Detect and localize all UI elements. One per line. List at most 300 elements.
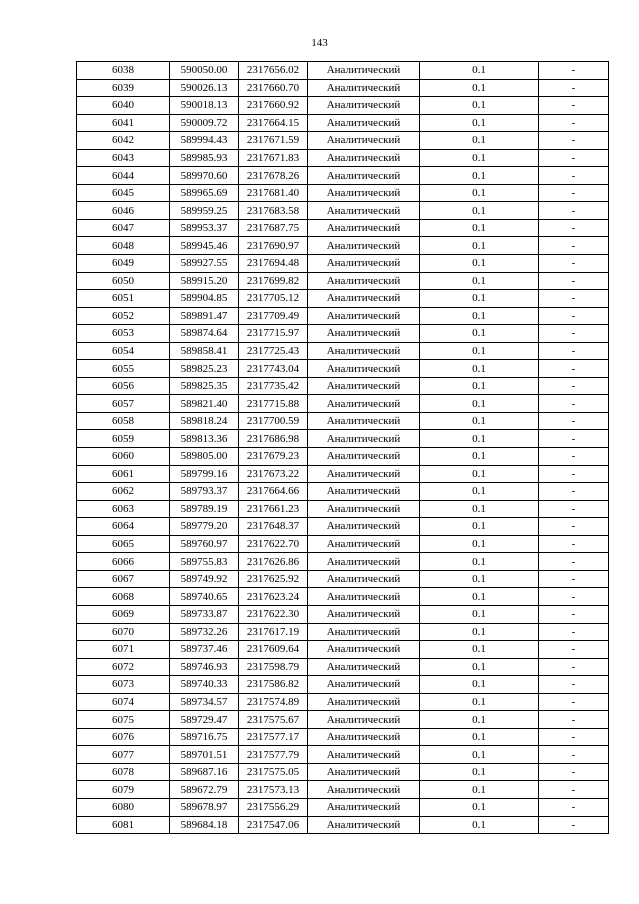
method-cell: Аналитический — [308, 184, 420, 202]
method-cell: Аналитический — [308, 553, 420, 571]
note-cell: - — [539, 641, 609, 659]
table-row — [77, 676, 609, 694]
y-coordinate-cell: 2317626.86 — [239, 553, 308, 571]
x-coordinate-cell: 589793.37 — [170, 483, 239, 501]
method-cell: Аналитический — [308, 570, 420, 588]
point-number-cell: 6077 — [77, 746, 170, 764]
note-cell: - — [539, 798, 609, 816]
y-coordinate-cell: 2317660.92 — [239, 97, 308, 115]
x-coordinate-cell: 589732.26 — [170, 623, 239, 641]
x-coordinate-cell: 589953.37 — [170, 219, 239, 237]
accuracy-cell: 0.1 — [420, 605, 539, 623]
point-number-cell: 6078 — [77, 763, 170, 781]
x-coordinate-cell: 589858.41 — [170, 342, 239, 360]
x-coordinate-cell: 589701.51 — [170, 746, 239, 764]
point-number-cell: 6048 — [77, 237, 170, 255]
accuracy-cell: 0.1 — [420, 149, 539, 167]
accuracy-cell: 0.1 — [420, 728, 539, 746]
note-cell: - — [539, 781, 609, 799]
point-number-cell: 6073 — [77, 676, 170, 694]
table-row — [77, 535, 609, 553]
accuracy-cell: 0.1 — [420, 798, 539, 816]
y-coordinate-cell: 2317586.82 — [239, 676, 308, 694]
point-number-cell: 6063 — [77, 500, 170, 518]
accuracy-cell: 0.1 — [420, 746, 539, 764]
accuracy-cell: 0.1 — [420, 219, 539, 237]
x-coordinate-cell: 589733.87 — [170, 605, 239, 623]
table-row — [77, 360, 609, 378]
accuracy-cell: 0.1 — [420, 465, 539, 483]
table-row — [77, 325, 609, 343]
accuracy-cell: 0.1 — [420, 377, 539, 395]
x-coordinate-cell: 589729.47 — [170, 711, 239, 729]
table-row — [77, 605, 609, 623]
note-cell: - — [539, 167, 609, 185]
note-cell: - — [539, 307, 609, 325]
x-coordinate-cell: 589994.43 — [170, 132, 239, 150]
note-cell: - — [539, 272, 609, 290]
point-number-cell: 6059 — [77, 430, 170, 448]
y-coordinate-cell: 2317623.24 — [239, 588, 308, 606]
table-row — [77, 711, 609, 729]
point-number-cell: 6064 — [77, 518, 170, 536]
accuracy-cell: 0.1 — [420, 483, 539, 501]
method-cell: Аналитический — [308, 325, 420, 343]
table-row — [77, 500, 609, 518]
accuracy-cell: 0.1 — [420, 518, 539, 536]
x-coordinate-cell: 589965.69 — [170, 184, 239, 202]
method-cell: Аналитический — [308, 605, 420, 623]
table-row — [77, 167, 609, 185]
point-number-cell: 6053 — [77, 325, 170, 343]
x-coordinate-cell: 590009.72 — [170, 114, 239, 132]
note-cell: - — [539, 342, 609, 360]
x-coordinate-cell: 589749.92 — [170, 570, 239, 588]
y-coordinate-cell: 2317700.59 — [239, 412, 308, 430]
x-coordinate-cell: 589740.65 — [170, 588, 239, 606]
y-coordinate-cell: 2317694.48 — [239, 255, 308, 273]
note-cell: - — [539, 711, 609, 729]
point-number-cell: 6045 — [77, 184, 170, 202]
accuracy-cell: 0.1 — [420, 325, 539, 343]
method-cell: Аналитический — [308, 623, 420, 641]
table-row — [77, 816, 609, 834]
accuracy-cell: 0.1 — [420, 641, 539, 659]
table-row — [77, 430, 609, 448]
note-cell: - — [539, 412, 609, 430]
y-coordinate-cell: 2317671.59 — [239, 132, 308, 150]
note-cell: - — [539, 676, 609, 694]
method-cell: Аналитический — [308, 430, 420, 448]
y-coordinate-cell: 2317690.97 — [239, 237, 308, 255]
page-number: 143 — [311, 37, 328, 49]
method-cell: Аналитический — [308, 658, 420, 676]
accuracy-cell: 0.1 — [420, 412, 539, 430]
method-cell: Аналитический — [308, 219, 420, 237]
method-cell: Аналитический — [308, 272, 420, 290]
point-number-cell: 6072 — [77, 658, 170, 676]
table-row — [77, 746, 609, 764]
point-number-cell: 6046 — [77, 202, 170, 220]
accuracy-cell: 0.1 — [420, 272, 539, 290]
y-coordinate-cell: 2317660.70 — [239, 79, 308, 97]
y-coordinate-cell: 2317671.83 — [239, 149, 308, 167]
point-number-cell: 6057 — [77, 395, 170, 413]
table-row — [77, 272, 609, 290]
method-cell: Аналитический — [308, 693, 420, 711]
note-cell: - — [539, 518, 609, 536]
point-number-cell: 6043 — [77, 149, 170, 167]
method-cell: Аналитический — [308, 149, 420, 167]
point-number-cell: 6042 — [77, 132, 170, 150]
point-number-cell: 6061 — [77, 465, 170, 483]
note-cell: - — [539, 658, 609, 676]
x-coordinate-cell: 589799.16 — [170, 465, 239, 483]
y-coordinate-cell: 2317574.89 — [239, 693, 308, 711]
accuracy-cell: 0.1 — [420, 62, 539, 80]
method-cell: Аналитический — [308, 97, 420, 115]
y-coordinate-cell: 2317622.30 — [239, 605, 308, 623]
accuracy-cell: 0.1 — [420, 237, 539, 255]
x-coordinate-cell: 589805.00 — [170, 448, 239, 466]
point-number-cell: 6051 — [77, 290, 170, 308]
coordinates-table — [76, 61, 609, 834]
accuracy-cell: 0.1 — [420, 360, 539, 378]
x-coordinate-cell: 589825.23 — [170, 360, 239, 378]
method-cell: Аналитический — [308, 483, 420, 501]
method-cell: Аналитический — [308, 255, 420, 273]
note-cell: - — [539, 79, 609, 97]
note-cell: - — [539, 62, 609, 80]
point-number-cell: 6040 — [77, 97, 170, 115]
x-coordinate-cell: 589821.40 — [170, 395, 239, 413]
note-cell: - — [539, 97, 609, 115]
point-number-cell: 6060 — [77, 448, 170, 466]
table-row — [77, 290, 609, 308]
accuracy-cell: 0.1 — [420, 570, 539, 588]
table-row — [77, 641, 609, 659]
method-cell: Аналитический — [308, 641, 420, 659]
accuracy-cell: 0.1 — [420, 553, 539, 571]
accuracy-cell: 0.1 — [420, 97, 539, 115]
point-number-cell: 6058 — [77, 412, 170, 430]
accuracy-cell: 0.1 — [420, 184, 539, 202]
y-coordinate-cell: 2317705.12 — [239, 290, 308, 308]
note-cell: - — [539, 588, 609, 606]
accuracy-cell: 0.1 — [420, 114, 539, 132]
x-coordinate-cell: 589687.16 — [170, 763, 239, 781]
x-coordinate-cell: 589672.79 — [170, 781, 239, 799]
y-coordinate-cell: 2317687.75 — [239, 219, 308, 237]
table-row — [77, 412, 609, 430]
accuracy-cell: 0.1 — [420, 763, 539, 781]
y-coordinate-cell: 2317577.79 — [239, 746, 308, 764]
x-coordinate-cell: 589970.60 — [170, 167, 239, 185]
y-coordinate-cell: 2317617.19 — [239, 623, 308, 641]
method-cell: Аналитический — [308, 676, 420, 694]
y-coordinate-cell: 2317715.97 — [239, 325, 308, 343]
table-row — [77, 623, 609, 641]
accuracy-cell: 0.1 — [420, 781, 539, 799]
y-coordinate-cell: 2317681.40 — [239, 184, 308, 202]
y-coordinate-cell: 2317661.23 — [239, 500, 308, 518]
table-row — [77, 483, 609, 501]
accuracy-cell: 0.1 — [420, 500, 539, 518]
x-coordinate-cell: 589904.85 — [170, 290, 239, 308]
point-number-cell: 6070 — [77, 623, 170, 641]
note-cell: - — [539, 483, 609, 501]
point-number-cell: 6052 — [77, 307, 170, 325]
method-cell: Аналитический — [308, 377, 420, 395]
point-number-cell: 6062 — [77, 483, 170, 501]
point-number-cell: 6054 — [77, 342, 170, 360]
table-row — [77, 570, 609, 588]
method-cell: Аналитический — [308, 728, 420, 746]
y-coordinate-cell: 2317725.43 — [239, 342, 308, 360]
accuracy-cell: 0.1 — [420, 395, 539, 413]
method-cell: Аналитический — [308, 342, 420, 360]
y-coordinate-cell: 2317664.66 — [239, 483, 308, 501]
y-coordinate-cell: 2317683.58 — [239, 202, 308, 220]
accuracy-cell: 0.1 — [420, 676, 539, 694]
y-coordinate-cell: 2317575.67 — [239, 711, 308, 729]
y-coordinate-cell: 2317673.22 — [239, 465, 308, 483]
x-coordinate-cell: 589760.97 — [170, 535, 239, 553]
point-number-cell: 6075 — [77, 711, 170, 729]
point-number-cell: 6076 — [77, 728, 170, 746]
note-cell: - — [539, 535, 609, 553]
coordinates-table-body — [77, 62, 609, 834]
y-coordinate-cell: 2317699.82 — [239, 272, 308, 290]
method-cell: Аналитический — [308, 798, 420, 816]
table-row — [77, 395, 609, 413]
y-coordinate-cell: 2317664.15 — [239, 114, 308, 132]
accuracy-cell: 0.1 — [420, 623, 539, 641]
method-cell: Аналитический — [308, 79, 420, 97]
y-coordinate-cell: 2317598.79 — [239, 658, 308, 676]
x-coordinate-cell: 589985.93 — [170, 149, 239, 167]
x-coordinate-cell: 589755.83 — [170, 553, 239, 571]
table-row — [77, 588, 609, 606]
note-cell: - — [539, 448, 609, 466]
point-number-cell: 6074 — [77, 693, 170, 711]
y-coordinate-cell: 2317743.04 — [239, 360, 308, 378]
x-coordinate-cell: 589746.93 — [170, 658, 239, 676]
method-cell: Аналитический — [308, 62, 420, 80]
note-cell: - — [539, 623, 609, 641]
point-number-cell: 6047 — [77, 219, 170, 237]
y-coordinate-cell: 2317715.88 — [239, 395, 308, 413]
x-coordinate-cell: 590018.13 — [170, 97, 239, 115]
x-coordinate-cell: 589874.64 — [170, 325, 239, 343]
method-cell: Аналитический — [308, 307, 420, 325]
table-row — [77, 658, 609, 676]
y-coordinate-cell: 2317735.42 — [239, 377, 308, 395]
method-cell: Аналитический — [308, 535, 420, 553]
y-coordinate-cell: 2317609.64 — [239, 641, 308, 659]
note-cell: - — [539, 360, 609, 378]
table-row — [77, 798, 609, 816]
note-cell: - — [539, 605, 609, 623]
y-coordinate-cell: 2317622.70 — [239, 535, 308, 553]
y-coordinate-cell: 2317556.29 — [239, 798, 308, 816]
accuracy-cell: 0.1 — [420, 535, 539, 553]
note-cell: - — [539, 746, 609, 764]
note-cell: - — [539, 816, 609, 834]
method-cell: Аналитический — [308, 448, 420, 466]
note-cell: - — [539, 553, 609, 571]
note-cell: - — [539, 132, 609, 150]
note-cell: - — [539, 202, 609, 220]
x-coordinate-cell: 589945.46 — [170, 237, 239, 255]
y-coordinate-cell: 2317678.26 — [239, 167, 308, 185]
note-cell: - — [539, 149, 609, 167]
point-number-cell: 6056 — [77, 377, 170, 395]
method-cell: Аналитический — [308, 763, 420, 781]
method-cell: Аналитический — [308, 500, 420, 518]
y-coordinate-cell: 2317709.49 — [239, 307, 308, 325]
method-cell: Аналитический — [308, 114, 420, 132]
note-cell: - — [539, 377, 609, 395]
point-number-cell: 6079 — [77, 781, 170, 799]
method-cell: Аналитический — [308, 412, 420, 430]
accuracy-cell: 0.1 — [420, 132, 539, 150]
table-row — [77, 184, 609, 202]
accuracy-cell: 0.1 — [420, 430, 539, 448]
table-row — [77, 728, 609, 746]
accuracy-cell: 0.1 — [420, 290, 539, 308]
y-coordinate-cell: 2317648.37 — [239, 518, 308, 536]
y-coordinate-cell: 2317573.13 — [239, 781, 308, 799]
point-number-cell: 6067 — [77, 570, 170, 588]
point-number-cell: 6065 — [77, 535, 170, 553]
note-cell: - — [539, 693, 609, 711]
x-coordinate-cell: 589740.33 — [170, 676, 239, 694]
method-cell: Аналитический — [308, 816, 420, 834]
table-row — [77, 255, 609, 273]
y-coordinate-cell: 2317686.98 — [239, 430, 308, 448]
y-coordinate-cell: 2317656.02 — [239, 62, 308, 80]
method-cell: Аналитический — [308, 132, 420, 150]
y-coordinate-cell: 2317575.05 — [239, 763, 308, 781]
point-number-cell: 6069 — [77, 605, 170, 623]
x-coordinate-cell: 589959.25 — [170, 202, 239, 220]
x-coordinate-cell: 590050.00 — [170, 62, 239, 80]
x-coordinate-cell: 589818.24 — [170, 412, 239, 430]
note-cell: - — [539, 114, 609, 132]
method-cell: Аналитический — [308, 202, 420, 220]
method-cell: Аналитический — [308, 360, 420, 378]
accuracy-cell: 0.1 — [420, 711, 539, 729]
x-coordinate-cell: 589891.47 — [170, 307, 239, 325]
note-cell: - — [539, 290, 609, 308]
table-row — [77, 97, 609, 115]
x-coordinate-cell: 589813.36 — [170, 430, 239, 448]
table-row — [77, 219, 609, 237]
table-row — [77, 693, 609, 711]
method-cell: Аналитический — [308, 237, 420, 255]
accuracy-cell: 0.1 — [420, 167, 539, 185]
x-coordinate-cell: 589716.75 — [170, 728, 239, 746]
method-cell: Аналитический — [308, 518, 420, 536]
note-cell: - — [539, 325, 609, 343]
accuracy-cell: 0.1 — [420, 79, 539, 97]
point-number-cell: 6080 — [77, 798, 170, 816]
x-coordinate-cell: 589927.55 — [170, 255, 239, 273]
note-cell: - — [539, 728, 609, 746]
point-number-cell: 6039 — [77, 79, 170, 97]
table-row — [77, 553, 609, 571]
note-cell: - — [539, 763, 609, 781]
table-row — [77, 149, 609, 167]
table-row — [77, 62, 609, 80]
method-cell: Аналитический — [308, 746, 420, 764]
x-coordinate-cell: 589734.57 — [170, 693, 239, 711]
table-row — [77, 237, 609, 255]
method-cell: Аналитический — [308, 711, 420, 729]
x-coordinate-cell: 589789.19 — [170, 500, 239, 518]
accuracy-cell: 0.1 — [420, 816, 539, 834]
point-number-cell: 6041 — [77, 114, 170, 132]
x-coordinate-cell: 589825.35 — [170, 377, 239, 395]
method-cell: Аналитический — [308, 395, 420, 413]
note-cell: - — [539, 465, 609, 483]
x-coordinate-cell: 590026.13 — [170, 79, 239, 97]
table-row — [77, 763, 609, 781]
accuracy-cell: 0.1 — [420, 588, 539, 606]
accuracy-cell: 0.1 — [420, 448, 539, 466]
note-cell: - — [539, 255, 609, 273]
method-cell: Аналитический — [308, 781, 420, 799]
table-row — [77, 781, 609, 799]
note-cell: - — [539, 184, 609, 202]
point-number-cell: 6071 — [77, 641, 170, 659]
x-coordinate-cell: 589678.97 — [170, 798, 239, 816]
method-cell: Аналитический — [308, 465, 420, 483]
accuracy-cell: 0.1 — [420, 202, 539, 220]
note-cell: - — [539, 430, 609, 448]
point-number-cell: 6068 — [77, 588, 170, 606]
note-cell: - — [539, 219, 609, 237]
accuracy-cell: 0.1 — [420, 658, 539, 676]
point-number-cell: 6050 — [77, 272, 170, 290]
note-cell: - — [539, 395, 609, 413]
method-cell: Аналитический — [308, 290, 420, 308]
accuracy-cell: 0.1 — [420, 307, 539, 325]
method-cell: Аналитический — [308, 588, 420, 606]
x-coordinate-cell: 589737.46 — [170, 641, 239, 659]
point-number-cell: 6081 — [77, 816, 170, 834]
table-row — [77, 377, 609, 395]
table-row — [77, 465, 609, 483]
y-coordinate-cell: 2317679.23 — [239, 448, 308, 466]
note-cell: - — [539, 237, 609, 255]
y-coordinate-cell: 2317577.17 — [239, 728, 308, 746]
table-row — [77, 132, 609, 150]
table-row — [77, 518, 609, 536]
method-cell: Аналитический — [308, 167, 420, 185]
table-row — [77, 307, 609, 325]
point-number-cell: 6044 — [77, 167, 170, 185]
accuracy-cell: 0.1 — [420, 255, 539, 273]
x-coordinate-cell: 589684.18 — [170, 816, 239, 834]
x-coordinate-cell: 589915.20 — [170, 272, 239, 290]
x-coordinate-cell: 589779.20 — [170, 518, 239, 536]
note-cell: - — [539, 570, 609, 588]
table-row — [77, 202, 609, 220]
point-number-cell: 6038 — [77, 62, 170, 80]
point-number-cell: 6049 — [77, 255, 170, 273]
